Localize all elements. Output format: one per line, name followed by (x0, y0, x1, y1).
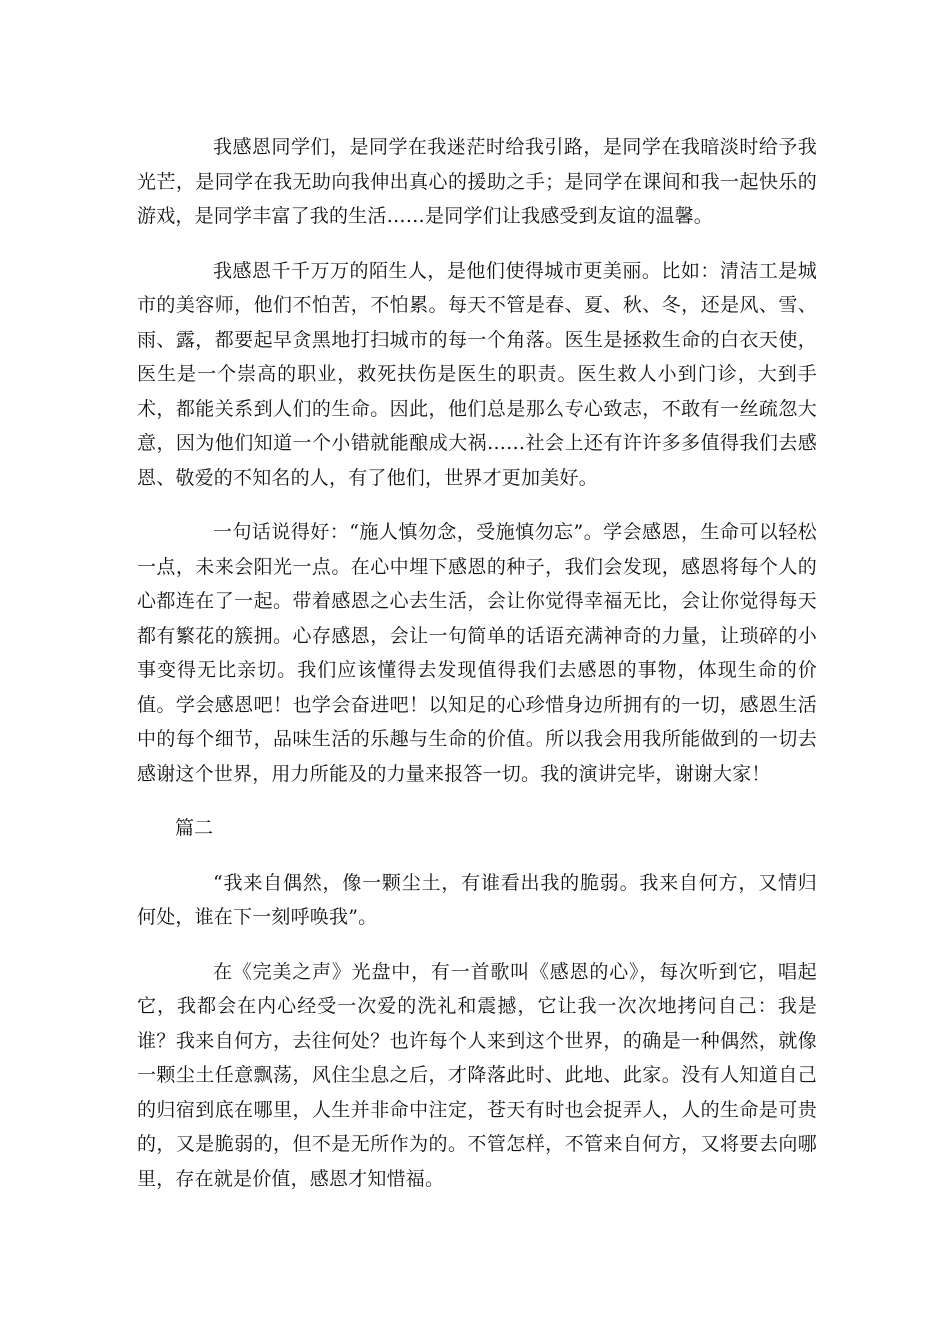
document-body (137, 130, 817, 1216)
section-heading: 篇二 (175, 817, 214, 839)
paragraph-gratitude-conclusion: 一句话说得好：“施人慎勿念，受施慎勿忘”。学会感恩，生命可以轻松一点，未来会阳光一点。在心中埋下感恩的种子，我们会发现，感恩将每个人的心都连在了一起。带着感恩之心去生活，会让你觉得幸福无比，会让你觉得每天都有繁花的簇拥。心存感恩，会让一句简单的话语充满神奇的力量，让琐碎的小事变得无比亲切。我们应该懂得去发现值得我们去感恩的事物，体现生命的价值。学会感恩吧！也学会奋进吧！以知足的心珍惜身边所拥有的一切，感恩生活中的每个细节，品味生活的乐趣与生命的价值。所以我会用我所能做到的一切去感谢这个世界，用力所能及的力量来报答一切。我的演讲完毕，谢谢大家！ (137, 521, 817, 785)
paragraph-quote: “我来自偶然，像一颗尘土，有谁看出我的脆弱。我来自何方，又情归何处，谁在下一刻呼唤我”。 (137, 871, 817, 928)
paragraph-classmates: 我感恩同学们，是同学在我迷茫时给我引路，是同学在我暗淡时给予我光芒，是同学在我无助向我伸出真心的援助之手；是同学在课间和我一起快乐的游戏，是同学丰富了我的生活……是同学们让我感受到友谊的温馨。 (137, 136, 817, 227)
paragraph-strangers: 我感恩千千万万的陌生人，是他们使得城市更美丽。比如：清洁工是城市的美容师，他们不怕苦，不怕累。每天不管是春、夏、秋、冬，还是风、雪、雨、露，都要起早贪黑地打扫城市的每一个角落。医生是拯救生命的白衣天使，医生是一个崇高的职业，救死扶伤是医生的职责。医生救人小到门诊，大到手术，都能关系到人们的生命。因此，他们总是那么专心致志，不敢有一丝疏忽大意，因为他们知道一个小错就能酿成大祸……社会上还有许许多多值得我们去感恩、敬爱的不知名的人，有了他们，世界才更加美好。 (137, 259, 817, 489)
paragraph-song: 在《完美之声》光盘中，有一首歌叫《感恩的心》，每次听到它，唱起它，我都会在内心经受一次爱的洗礼和震撼，它让我一次次地拷问自己：我是谁？我来自何方，去往何处？也许每个人来到这个世界，的确是一种偶然，就像一颗尘土任意飘荡，风住尘息之后，才降落此时、此地、此家。没有人知道自己的归宿到底在哪里，人生并非命中注定，苍天有时也会捉弄人，人的生命是可贵的，又是脆弱的，但不是无所作为的。不管怎样，不管来自何方，又将要去向哪里，存在就是价值，感恩才知惜福。 (137, 960, 817, 1190)
